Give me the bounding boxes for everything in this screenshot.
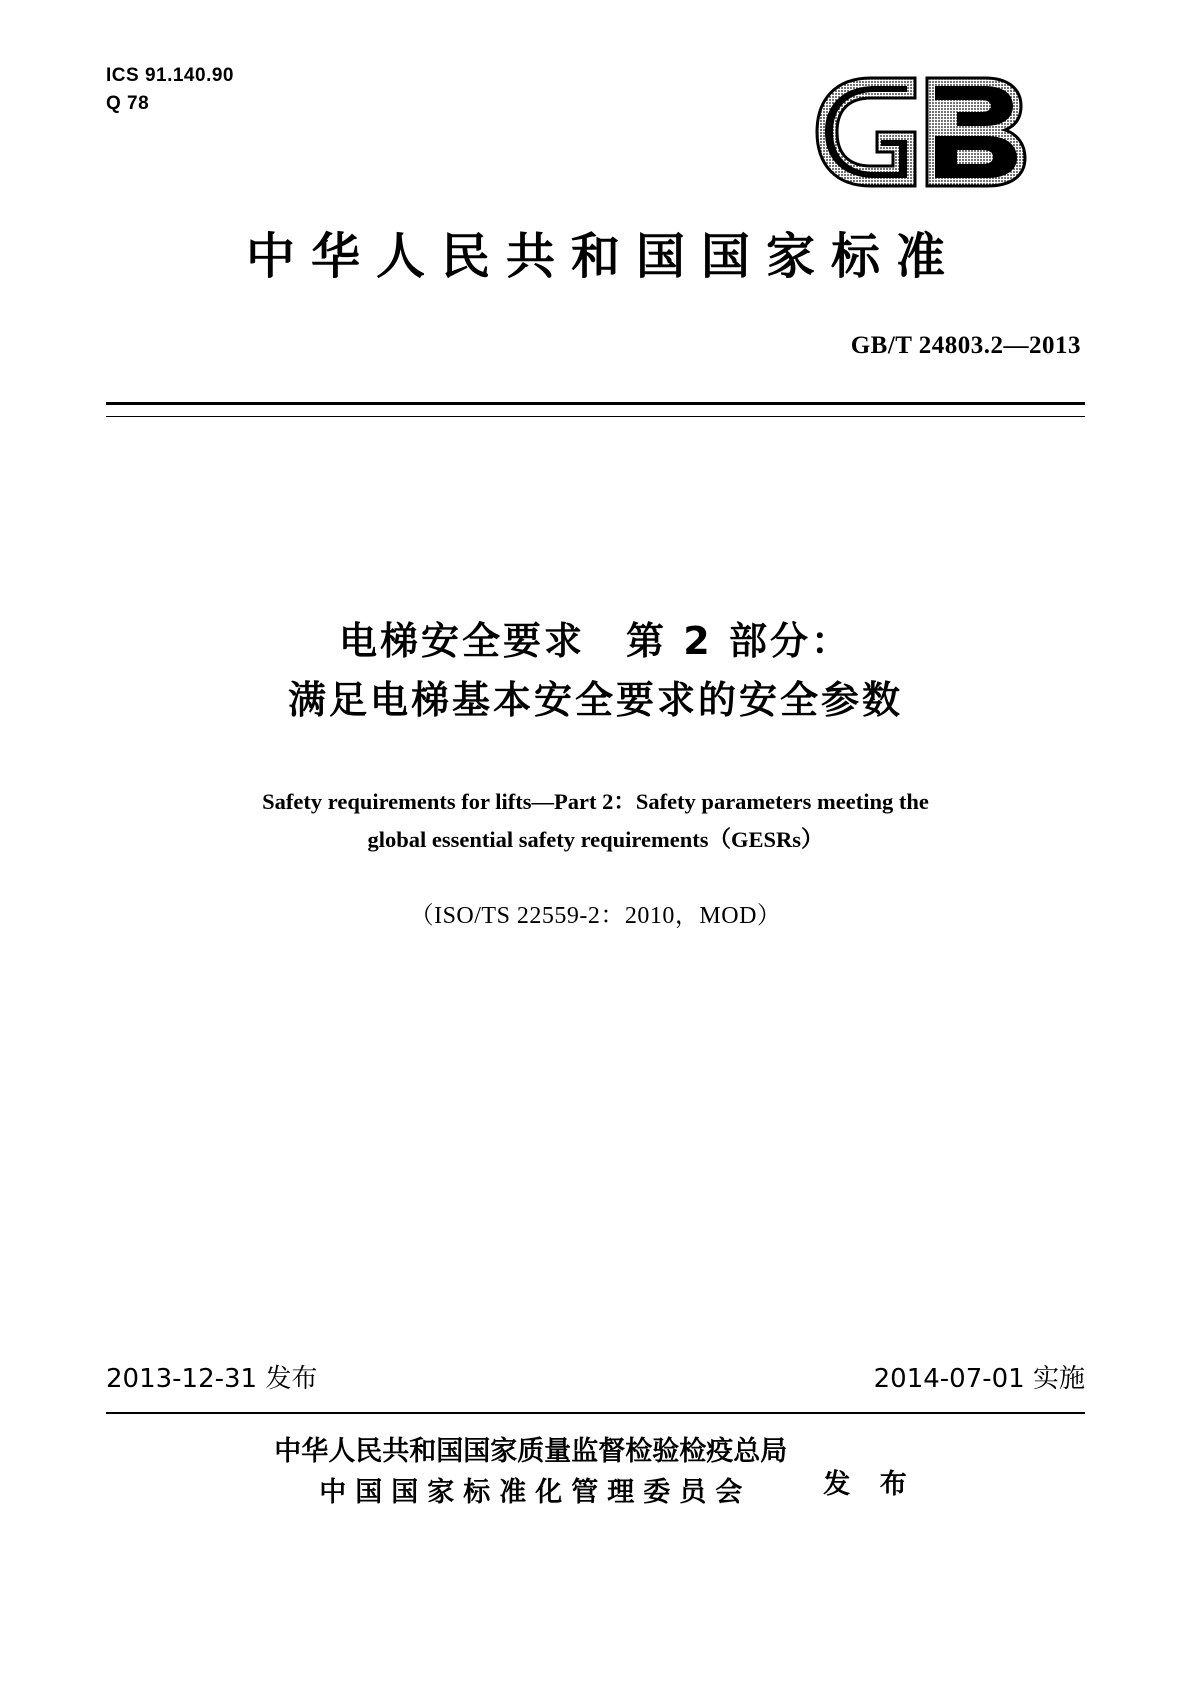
document-title-line-1: 电梯安全要求 第 2 部分： [339, 619, 852, 663]
ics-code: ICS 91.140.90 [106, 65, 234, 86]
national-standard-title: 中华人民共和国国家标准 [245, 228, 961, 285]
publisher-org-1: 中华人民共和国国家质量监督检验检疫总局 [274, 1436, 788, 1467]
ics-classification-block [106, 62, 234, 117]
header-divider-thin [106, 416, 1085, 417]
document-subtitle-line-1: Safety requirements for lifts—Part 2：Safety parameters meeting the [262, 789, 929, 814]
publisher-block [0, 1432, 1191, 1513]
footer-divider [106, 1412, 1085, 1414]
document-title [0, 612, 1191, 730]
publisher-issue-label: 发 布 [823, 1469, 917, 1500]
dates-row [106, 1358, 1085, 1395]
gb-logo-icon [811, 72, 1041, 192]
issue-date: 2013-12-31 发布 [106, 1364, 318, 1394]
publisher-org-2: 中国国家标准化管理委员会 [319, 1476, 752, 1508]
header-divider-thick [106, 402, 1085, 405]
document-subtitle [0, 783, 1191, 860]
document-title-line-2: 满足电梯基本安全要求的安全参数 [287, 677, 903, 722]
implementation-date: 2014-07-01 实施 [873, 1364, 1085, 1394]
document-subtitle-line-2: global essential safety requirements（GESRs） [367, 827, 824, 853]
standard-number: GB/T 24803.2—2013 [850, 332, 1081, 359]
publisher-organizations [274, 1432, 787, 1513]
iso-reference: （ISO/TS 22559-2：2010，MOD） [409, 903, 782, 929]
classification-code: Q 78 [106, 92, 150, 114]
